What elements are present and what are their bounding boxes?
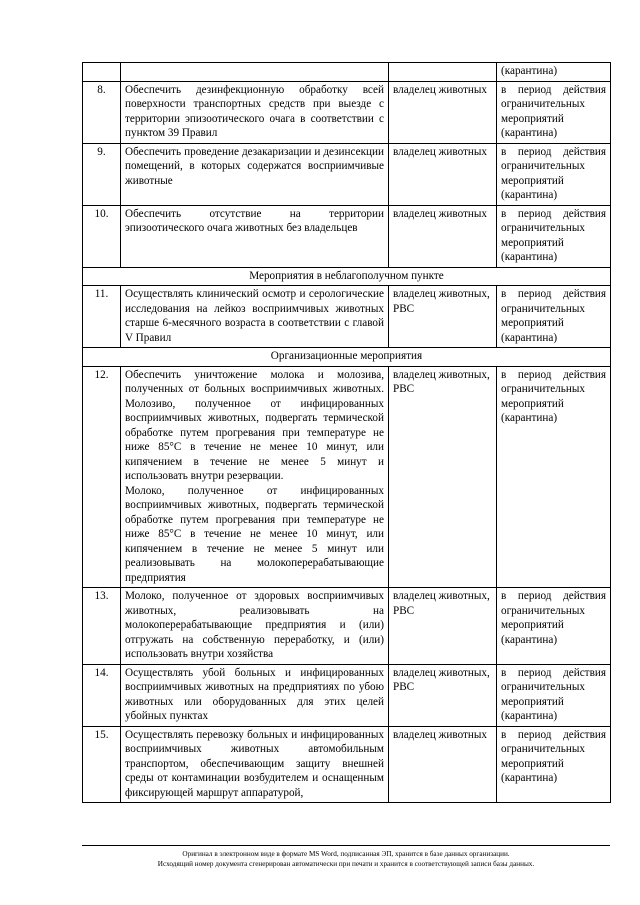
row-number: 10. [83,205,121,267]
row-responsible: владелец животных [389,726,497,803]
table-row-continued [83,63,611,82]
section-row [83,267,611,286]
rows-group-a [83,81,611,267]
section-title-outbreak-point: Мероприятия в неблагополучном пункте [83,267,611,286]
row-term: в период действия ограничительных мероприятий (карантина) [497,286,611,348]
row-number: 14. [83,664,121,726]
rows-group-c [83,588,611,803]
row-number: 11. [83,286,121,348]
row-description: Осуществлять перевозку больных и инфицированных восприимчивых животных автомобильным транспортом, обеспечивающим защиту внешней среды от контаминации возбудителем и оснащенным фиксирующей маршрут аппаратурой, [121,726,389,803]
row-number: 12. [83,366,121,588]
row-description: Осуществлять клинический осмотр и серологические исследования на лейкоз восприимчивых животных старше 6-месячного возраста в соответствии с главой V Правил [121,286,389,348]
row-responsible: владелец животных, РВС [389,588,497,665]
row-description: Обеспечить проведение дезакаризации и дезинсекции помещений, в которых содержатся восприимчивые животные [121,143,389,205]
row-responsible: владелец животных, РВС [389,664,497,726]
table-row [83,286,611,348]
footer-line-original: Оригинал в электронном виде в формате MS Word, подписанная ЭП, хранится в базе данных организации. [182,850,510,858]
row-responsible: владелец животных [389,81,497,143]
document-footer [82,845,610,869]
row-responsible: владелец животных, РВС [389,366,497,588]
row-number: 15. [83,726,121,803]
row-description [121,366,389,588]
table-row [83,143,611,205]
rows-group-b [83,286,611,348]
table-row [83,205,611,267]
table-row [83,81,611,143]
row-term: в период действия ограничительных мероприятий (карантина) [497,664,611,726]
table-row [83,664,611,726]
row-term: в период действия ограничительных мероприятий (карантина) [497,81,611,143]
row-description: Молоко, полученное от здоровых восприимчивых животных, реализовывать на молокоперерабатывающие предприятия и (или) отгружать на собственную переработку, и (или) использовать внутри хозяйства [121,588,389,665]
row-description: Обеспечить отсутствие на территории эпизоотического очага животных без владельцев [121,205,389,267]
row-term: в период действия ограничительных мероприятий (карантина) [497,726,611,803]
section-title-organizational: Организационные мероприятия [83,348,611,367]
row-term: в период действия ограничительных мероприятий (карантина) [497,366,611,588]
term-cell: (карантина) [497,63,611,82]
table-row [83,726,611,803]
row-responsible: владелец животных [389,205,497,267]
row-number: 8. [83,81,121,143]
row-term: в период действия ограничительных мероприятий (карантина) [497,588,611,665]
measures-table [82,62,611,803]
row-term: в период действия ограничительных мероприятий (карантина) [497,143,611,205]
row-number: 9. [83,143,121,205]
table-row [83,588,611,665]
row-number: 13. [83,588,121,665]
row-description: Обеспечить дезинфекционную обработку всей поверхности транспортных средств при выезде с территории эпизоотического очага в соответствии с пунктом 39 Правил [121,81,389,143]
section-row [83,348,611,367]
footer-line-number: Исходящий номер документа сгенерирован автоматически при печати и хранится в соответствующей записи базы данных. [157,860,535,868]
row-responsible: владелец животных [389,143,497,205]
table-row [83,366,611,588]
row-term: в период действия ограничительных мероприятий (карантина) [497,205,611,267]
description-paragraph: Обеспечить уничтожение молока и молозива, полученных от больных восприимчивых животных. Молозиво, полученное от инфицированных восприимчивых животных, подвергать термической обработке путем прогревания при температуре не ниже 85°С в течение не менее 10 минут, или кипячением в течение не менее 5 минут и использовать внутри резервации. [125,368,384,482]
row-description: Осуществлять убой больных и инфицированных восприимчивых животных на предприятиях по убою животных или оборудованных для этих целей убойных пунктах [121,664,389,726]
description-paragraph: Молоко, полученное от инфицированных восприимчивых животных, подвергать термической обработке путем прогревания при температуре не ниже 85°С в течение не менее 10 минут, или кипячением в течение не менее 5 минут или реализовывать на молокоперерабатывающие предприятия [125,484,384,584]
row-responsible: владелец животных, РВС [389,286,497,348]
